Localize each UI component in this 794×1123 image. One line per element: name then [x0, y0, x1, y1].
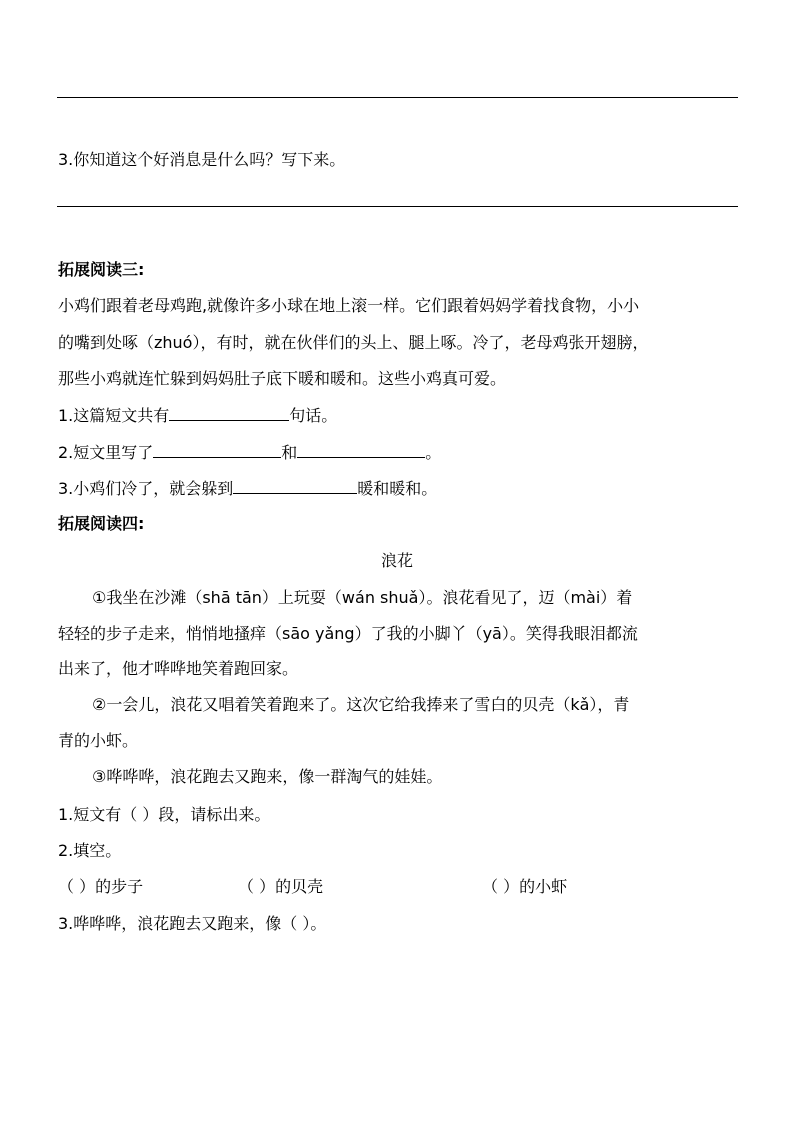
- question-3-prev: 3.你知道这个好消息是什么吗？写下来。: [58, 150, 346, 169]
- answer-blank[interactable]: [153, 442, 281, 458]
- passage-line: 小鸡们跟着老母鸡跑,就像许多小球在地上滚一样。它们跟着妈妈学着找食物，小小: [58, 296, 640, 315]
- passage-title: 浪花: [380, 551, 413, 570]
- question-3: [58, 478, 437, 499]
- passage-line: 那些小鸡就连忙躲到妈妈肚子底下暖和暖和。这些小鸡真可爱。: [58, 369, 507, 388]
- answer-blank[interactable]: [297, 442, 425, 458]
- section-4-heading: 拓展阅读四:: [58, 514, 145, 533]
- passage-paragraph-3: ③哗哗哗，浪花跑去又跑来，像一群淘气的娃娃。: [92, 767, 443, 786]
- question-1: 1.短文有（ ）段，请标出来。: [58, 805, 271, 824]
- answer-blank[interactable]: [233, 478, 357, 494]
- answer-line: [57, 206, 738, 207]
- question-1: [58, 405, 337, 426]
- passage-line: 的嘴到处啄（zhuó），有时，就在伙伴们的头上、腿上啄。冷了，老母鸡张开翅膀，: [58, 333, 649, 352]
- passage-paragraph-2-cont: 青的小虾。: [58, 731, 139, 750]
- question-3-prefix: 3.小鸡们冷了，就会躲到: [58, 479, 234, 498]
- question-2: 2.填空。: [58, 841, 122, 860]
- question-1-suffix: 句话。: [289, 406, 338, 425]
- passage-paragraph-1: ①我坐在沙滩（shā tān）上玩耍（wán shuǎ）。浪花看见了，迈（mài）着: [92, 588, 633, 607]
- question-2-prefix: 2.短文里写了: [58, 443, 154, 462]
- section-3-heading: 拓展阅读三:: [58, 260, 145, 279]
- fill-item-2: （ ）的贝壳: [238, 877, 324, 896]
- answer-line: [57, 97, 738, 98]
- question-2-suffix: 。: [425, 443, 442, 462]
- question-1-prefix: 1.这篇短文共有: [58, 406, 170, 425]
- question-3: 3.哗哗哗，浪花跑去又跑来，像（ ）。: [58, 914, 327, 933]
- fill-item-3: （ ）的小虾: [482, 877, 568, 896]
- passage-paragraph-1-cont: 出来了，他才哗哗地笑着跑回家。: [58, 659, 299, 678]
- answer-blank[interactable]: [169, 405, 289, 421]
- fill-item-1: （ ）的步子: [58, 877, 144, 896]
- question-2-middle: 和: [281, 443, 298, 462]
- question-2: [58, 442, 441, 463]
- question-3-suffix: 暖和暖和。: [357, 479, 438, 498]
- passage-paragraph-2: ②一会儿，浪花又唱着笑着跑来了。这次它给我捧来了雪白的贝壳（kǎ），青: [92, 695, 630, 714]
- passage-paragraph-1-cont: 轻轻的步子走来，悄悄地搔痒（sāo yǎng）了我的小脚丫（yā）。笑得我眼泪都流: [58, 624, 638, 643]
